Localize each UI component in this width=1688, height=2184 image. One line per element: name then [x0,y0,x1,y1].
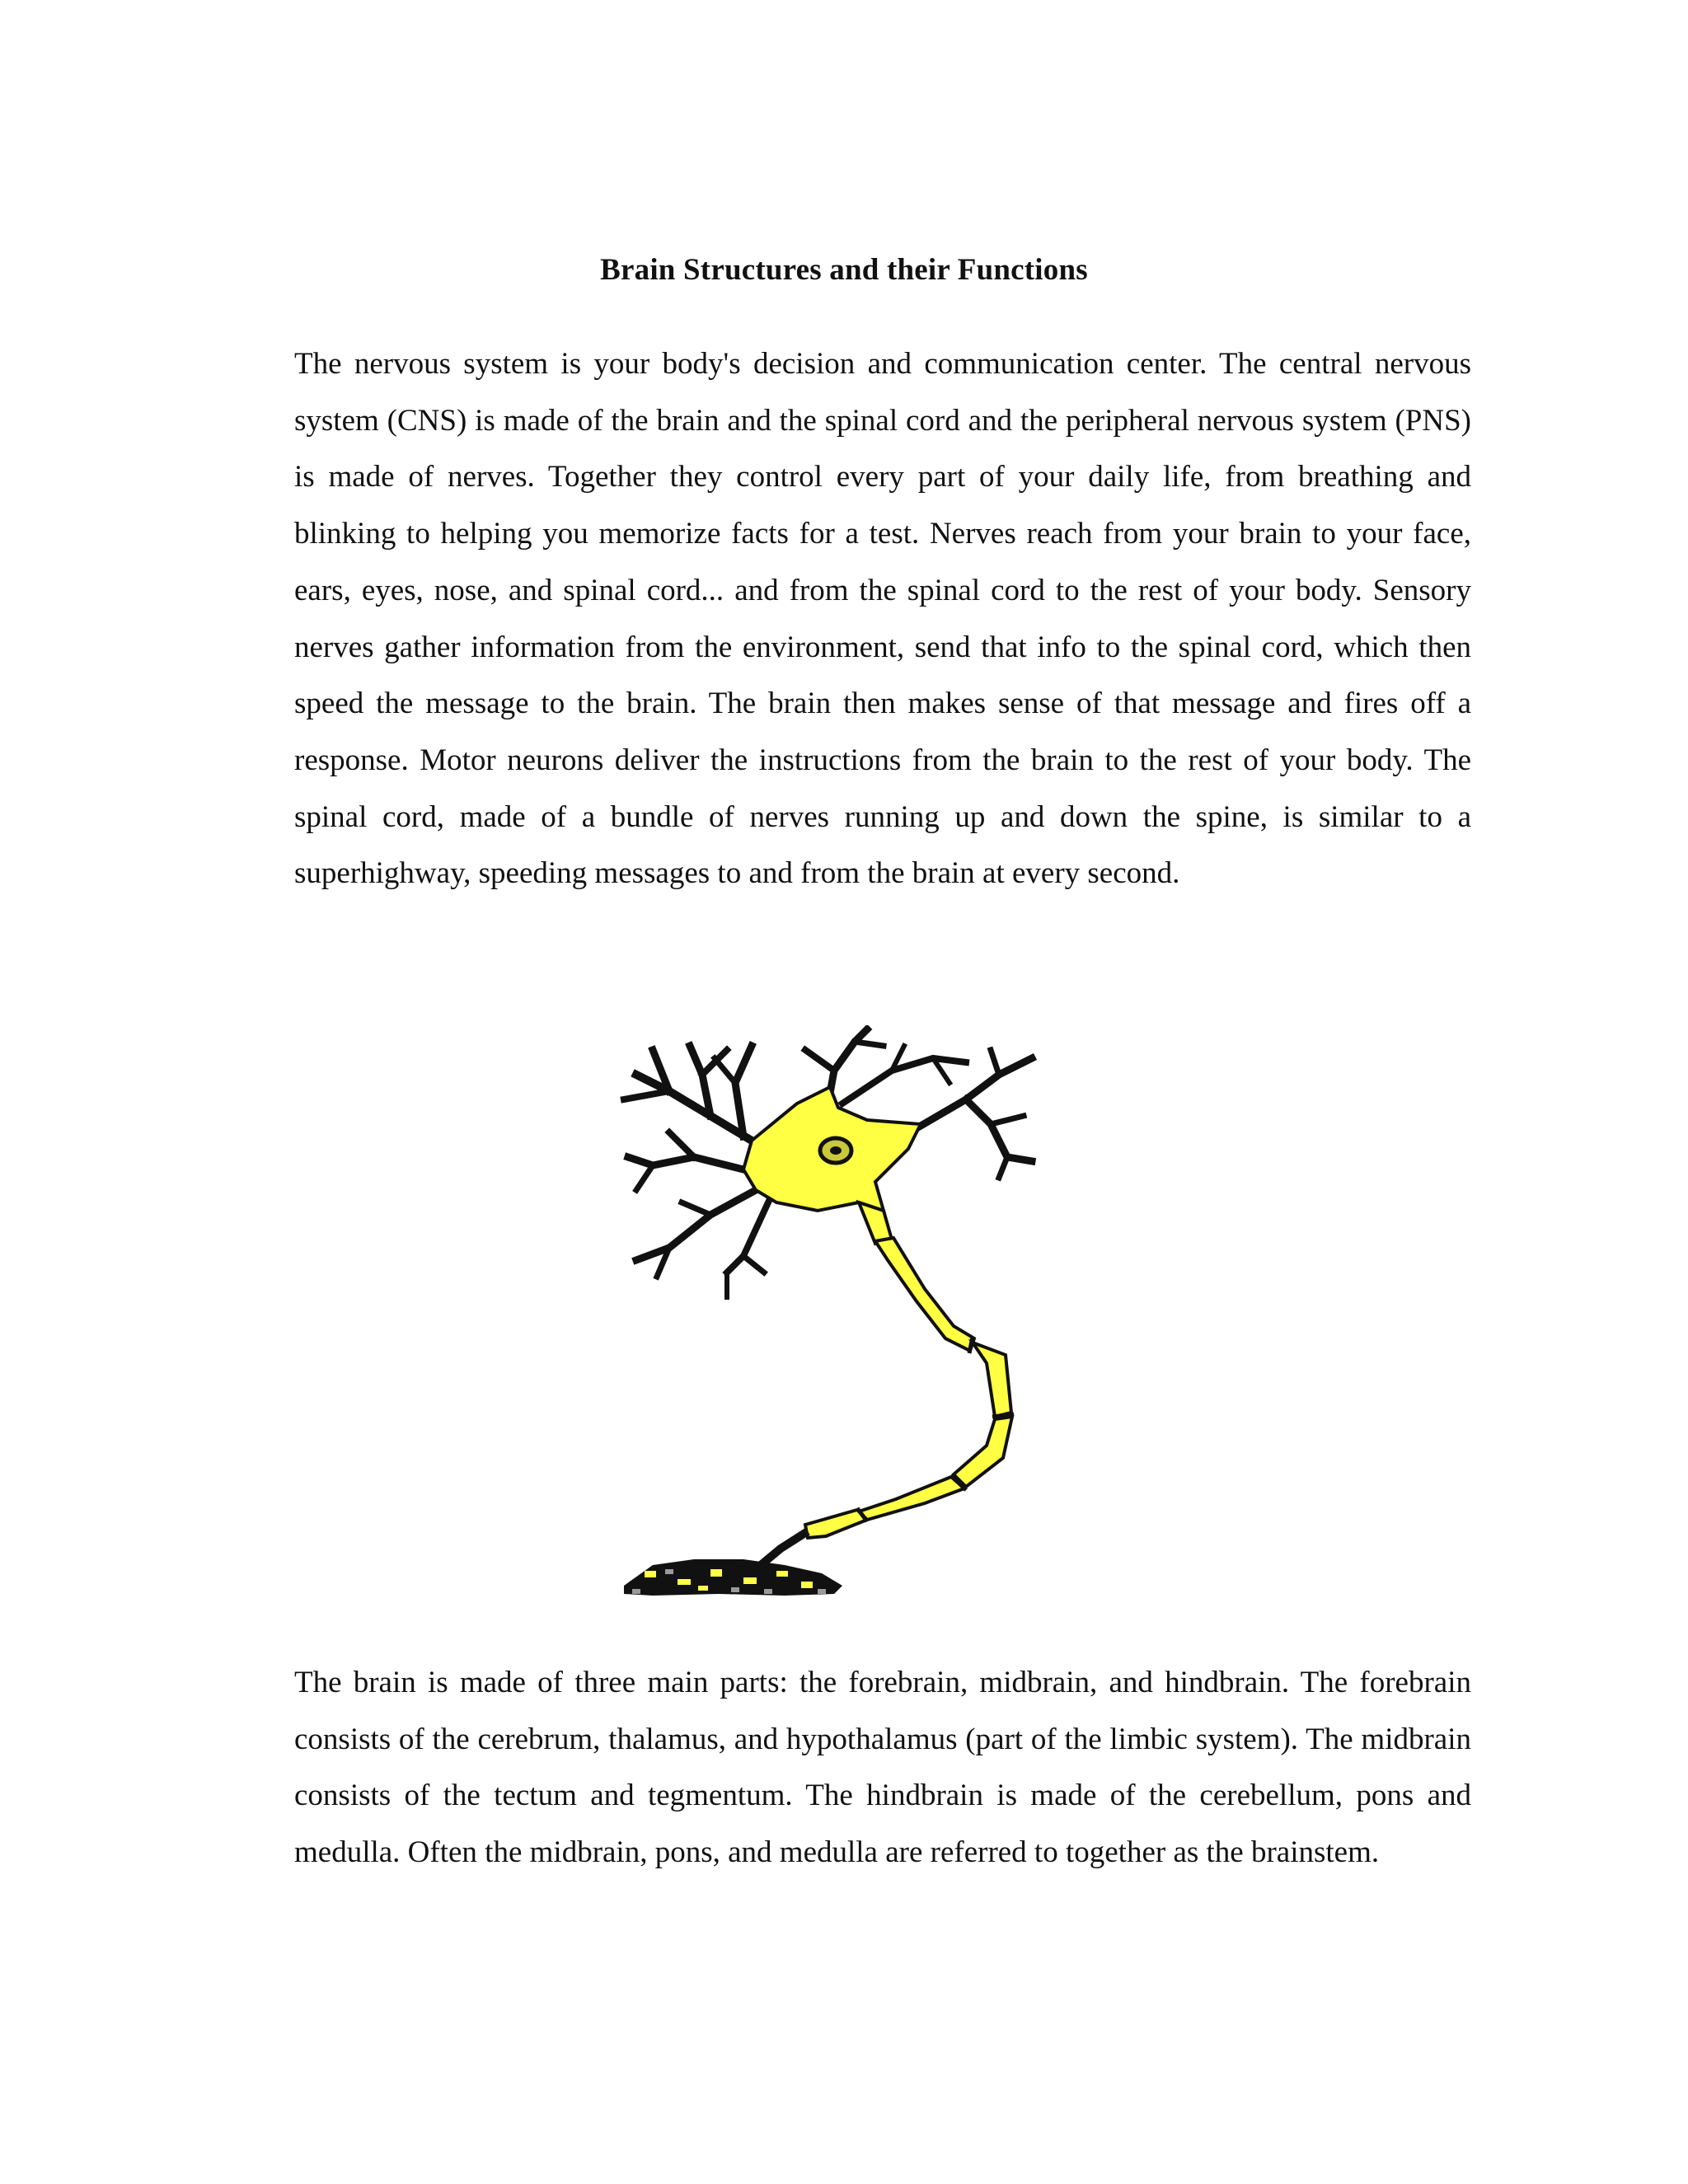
page-title: Brain Structures and their Functions [600,253,1088,287]
paragraph-brain-parts: The brain is made of three main parts: the forebrain, midbrain, and hindbrain. The forebrain consists of the cerebrum, thalamus, and hypothalamus (part of the limbic system). The midbrain consists of the tectum and tegmentum. The hindbrain is made of the cerebellum, pons and medulla. Often the midbrain, pons, and medulla are referred to together as the brainstem. [294,1666,1471,1870]
neuron-illustration [620,1025,1048,1602]
paragraph-nervous-system: The nervous system is your body's decision and communication center. The central nervous system (CNS) is made of the brain and the spinal cord and the peripheral nervous system (PNS) is made of nerves. Together they control every part of your daily life, from breathing and blinking to helping you memorize facts for a test. Nerves reach from your brain to your face, ears, eyes, nose, and spinal cord... and from the spinal cord to the rest of your body. Sensory nerves gather information from the environment, send that info to the spinal cord, which then speed the message to the brain. The brain then makes sense of that message and fires off a response. Motor neurons deliver the instructions from the brain to the rest of your body. The spinal cord, made of a bundle of nerves running up and down the spine, is similar to a superhighway, speeding messages to and from the brain at every second. [294,347,1471,891]
neuron-icon [620,1025,1048,1602]
